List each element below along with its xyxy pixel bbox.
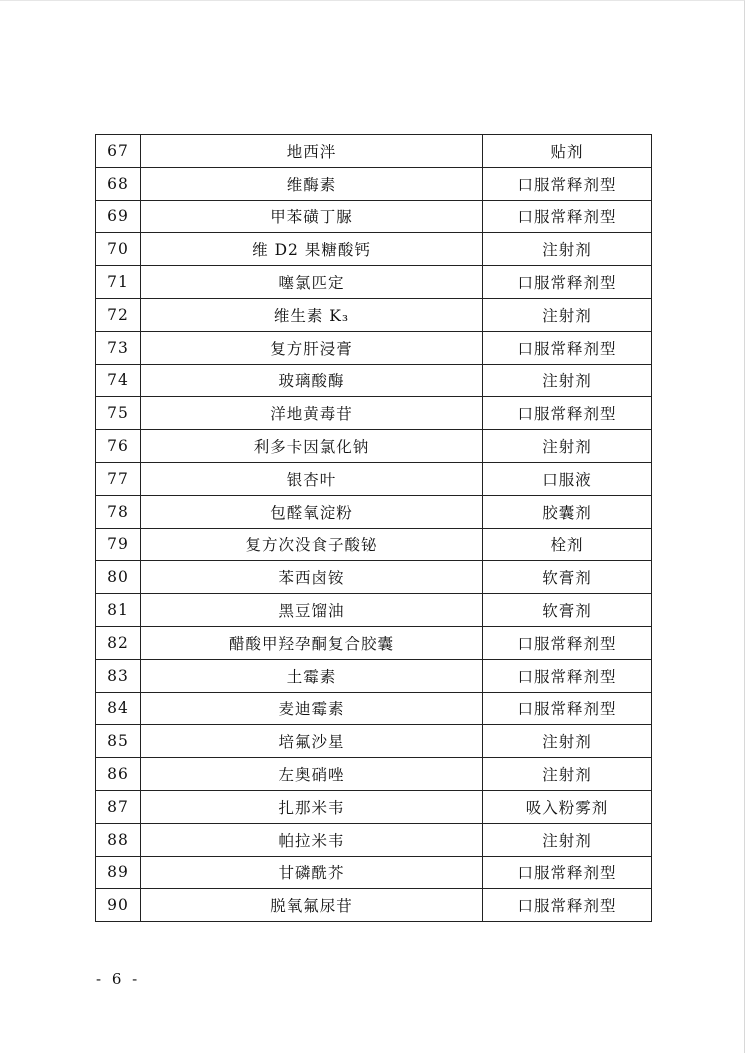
drug-name-cell: 包醛氧淀粉 [141, 495, 483, 528]
drug-name-cell: 噻氯匹定 [141, 266, 483, 299]
table-row [96, 135, 652, 168]
row-number-cell: 75 [96, 397, 141, 430]
drug-name-cell: 甲苯磺丁脲 [141, 200, 483, 233]
dosage-form-cell: 口服常释剂型 [483, 331, 652, 364]
table-row [96, 167, 652, 200]
table-row [96, 626, 652, 659]
row-number-cell: 90 [96, 889, 141, 922]
row-number-cell: 83 [96, 659, 141, 692]
row-number-cell: 69 [96, 200, 141, 233]
drug-name-cell: 甘磷酰芥 [141, 856, 483, 889]
drug-name-cell: 培氟沙星 [141, 725, 483, 758]
row-number-cell: 74 [96, 364, 141, 397]
drug-name-cell: 帕拉米韦 [141, 823, 483, 856]
table-row [96, 692, 652, 725]
dosage-form-cell: 栓剂 [483, 528, 652, 561]
table-row [96, 430, 652, 463]
table-row [96, 823, 652, 856]
drug-name-cell: 维 D2 果糖酸钙 [141, 233, 483, 266]
table-row [96, 528, 652, 561]
table-row [96, 790, 652, 823]
dosage-form-cell: 口服常释剂型 [483, 626, 652, 659]
dosage-form-cell: 口服常释剂型 [483, 889, 652, 922]
table-row [96, 364, 652, 397]
dosage-form-cell: 注射剂 [483, 725, 652, 758]
drug-name-cell: 利多卡因氯化钠 [141, 430, 483, 463]
dosage-form-cell: 口服常释剂型 [483, 692, 652, 725]
drug-name-cell: 洋地黄毒苷 [141, 397, 483, 430]
dosage-form-cell: 口服常释剂型 [483, 266, 652, 299]
row-number-cell: 70 [96, 233, 141, 266]
drug-name-cell: 扎那米韦 [141, 790, 483, 823]
drug-name-cell: 维酶素 [141, 167, 483, 200]
row-number-cell: 72 [96, 298, 141, 331]
table-row [96, 233, 652, 266]
drug-table [95, 134, 652, 922]
table-row [96, 397, 652, 430]
row-number-cell: 84 [96, 692, 141, 725]
table-row [96, 758, 652, 791]
table-row [96, 889, 652, 922]
table-row [96, 462, 652, 495]
drug-name-cell: 土霉素 [141, 659, 483, 692]
dosage-form-cell: 注射剂 [483, 233, 652, 266]
row-number-cell: 89 [96, 856, 141, 889]
dosage-form-cell: 软膏剂 [483, 594, 652, 627]
table-row [96, 561, 652, 594]
dosage-form-cell: 口服常释剂型 [483, 200, 652, 233]
row-number-cell: 78 [96, 495, 141, 528]
table-row [96, 594, 652, 627]
drug-name-cell: 复方次没食子酸铋 [141, 528, 483, 561]
dosage-form-cell: 注射剂 [483, 298, 652, 331]
drug-name-cell: 黑豆馏油 [141, 594, 483, 627]
row-number-cell: 73 [96, 331, 141, 364]
table-row [96, 659, 652, 692]
table-row [96, 200, 652, 233]
table-row [96, 495, 652, 528]
dosage-form-cell: 胶囊剂 [483, 495, 652, 528]
dosage-form-cell: 软膏剂 [483, 561, 652, 594]
row-number-cell: 81 [96, 594, 141, 627]
drug-name-cell: 玻璃酸酶 [141, 364, 483, 397]
row-number-cell: 80 [96, 561, 141, 594]
table-row [96, 266, 652, 299]
row-number-cell: 76 [96, 430, 141, 463]
dosage-form-cell: 口服常释剂型 [483, 167, 652, 200]
drug-name-cell: 地西泮 [141, 135, 483, 168]
drug-name-cell: 苯西卤铵 [141, 561, 483, 594]
row-number-cell: 88 [96, 823, 141, 856]
drug-name-cell: 复方肝浸膏 [141, 331, 483, 364]
drug-name-cell: 麦迪霉素 [141, 692, 483, 725]
drug-name-cell: 银杏叶 [141, 462, 483, 495]
dosage-form-cell: 口服常释剂型 [483, 659, 652, 692]
dosage-form-cell: 注射剂 [483, 823, 652, 856]
row-number-cell: 68 [96, 167, 141, 200]
row-number-cell: 85 [96, 725, 141, 758]
dosage-form-cell: 注射剂 [483, 758, 652, 791]
dosage-form-cell: 注射剂 [483, 364, 652, 397]
row-number-cell: 67 [96, 135, 141, 168]
table-row [96, 856, 652, 889]
table-row [96, 725, 652, 758]
dosage-form-cell: 口服常释剂型 [483, 856, 652, 889]
drug-name-cell: 脱氧氟尿苷 [141, 889, 483, 922]
row-number-cell: 71 [96, 266, 141, 299]
drug-name-cell: 左奥硝唑 [141, 758, 483, 791]
drug-name-cell: 醋酸甲羟孕酮复合胶囊 [141, 626, 483, 659]
table-row [96, 331, 652, 364]
dosage-form-cell: 口服常释剂型 [483, 397, 652, 430]
page-number: - 6 - [96, 970, 141, 988]
dosage-form-cell: 注射剂 [483, 430, 652, 463]
row-number-cell: 79 [96, 528, 141, 561]
drug-name-cell: 维生素 K₃ [141, 298, 483, 331]
row-number-cell: 87 [96, 790, 141, 823]
table-body [96, 135, 652, 922]
row-number-cell: 86 [96, 758, 141, 791]
dosage-form-cell: 吸入粉雾剂 [483, 790, 652, 823]
row-number-cell: 77 [96, 462, 141, 495]
dosage-form-cell: 口服液 [483, 462, 652, 495]
row-number-cell: 82 [96, 626, 141, 659]
table-row [96, 298, 652, 331]
dosage-form-cell: 贴剂 [483, 135, 652, 168]
